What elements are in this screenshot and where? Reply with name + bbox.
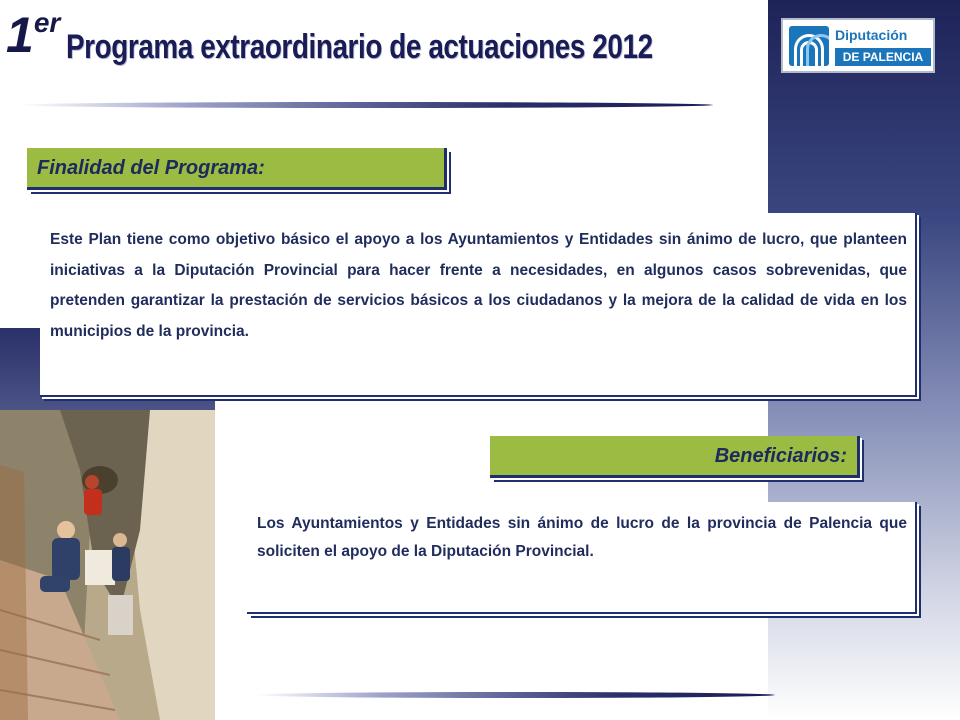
title-underline-swoosh bbox=[18, 102, 713, 108]
logo-text-diputacion: Diputación bbox=[835, 27, 908, 43]
edition-number-value: 1 bbox=[6, 7, 34, 63]
finalidad-heading-bar bbox=[27, 148, 447, 190]
logo-arches-icon bbox=[789, 26, 829, 66]
beneficiarios-body: Los Ayuntamientos y Entidades sin ánimo de lucro de la provincia de Palencia que soliciten el apoyo de la Diputación Provincial. bbox=[257, 515, 907, 560]
beneficiarios-text-box bbox=[247, 502, 917, 614]
diputacion-palencia-logo bbox=[781, 18, 935, 73]
finalidad-heading: Finalidad del Programa: bbox=[37, 157, 265, 179]
logo-text-palencia: DE PALENCIA bbox=[835, 48, 931, 66]
edition-number bbox=[6, 6, 60, 64]
footer-swoosh bbox=[255, 692, 775, 698]
workers-excavation-photo bbox=[0, 410, 215, 720]
edition-number-suffix: er bbox=[33, 7, 61, 38]
beneficiarios-heading: Beneficiarios: bbox=[714, 445, 847, 467]
beneficiarios-heading-bar bbox=[490, 436, 860, 478]
page-title: Programa extraordinario de actuaciones 2012 bbox=[66, 28, 653, 66]
finalidad-body: Este Plan tiene como objetivo básico el apoyo a los Ayuntamientos y Entidades sin ánimo de lucro, que planteen iniciativas a la Diputación Provincial para hacer frente a necesidades, en algunos casos sobrevenidas, que pretenden garantizar la prestación de servicios básicos a los ciudadanos y la mejora de la calidad de vida en los municipios de la provincia. bbox=[50, 231, 907, 340]
finalidad-text-box bbox=[40, 213, 917, 397]
